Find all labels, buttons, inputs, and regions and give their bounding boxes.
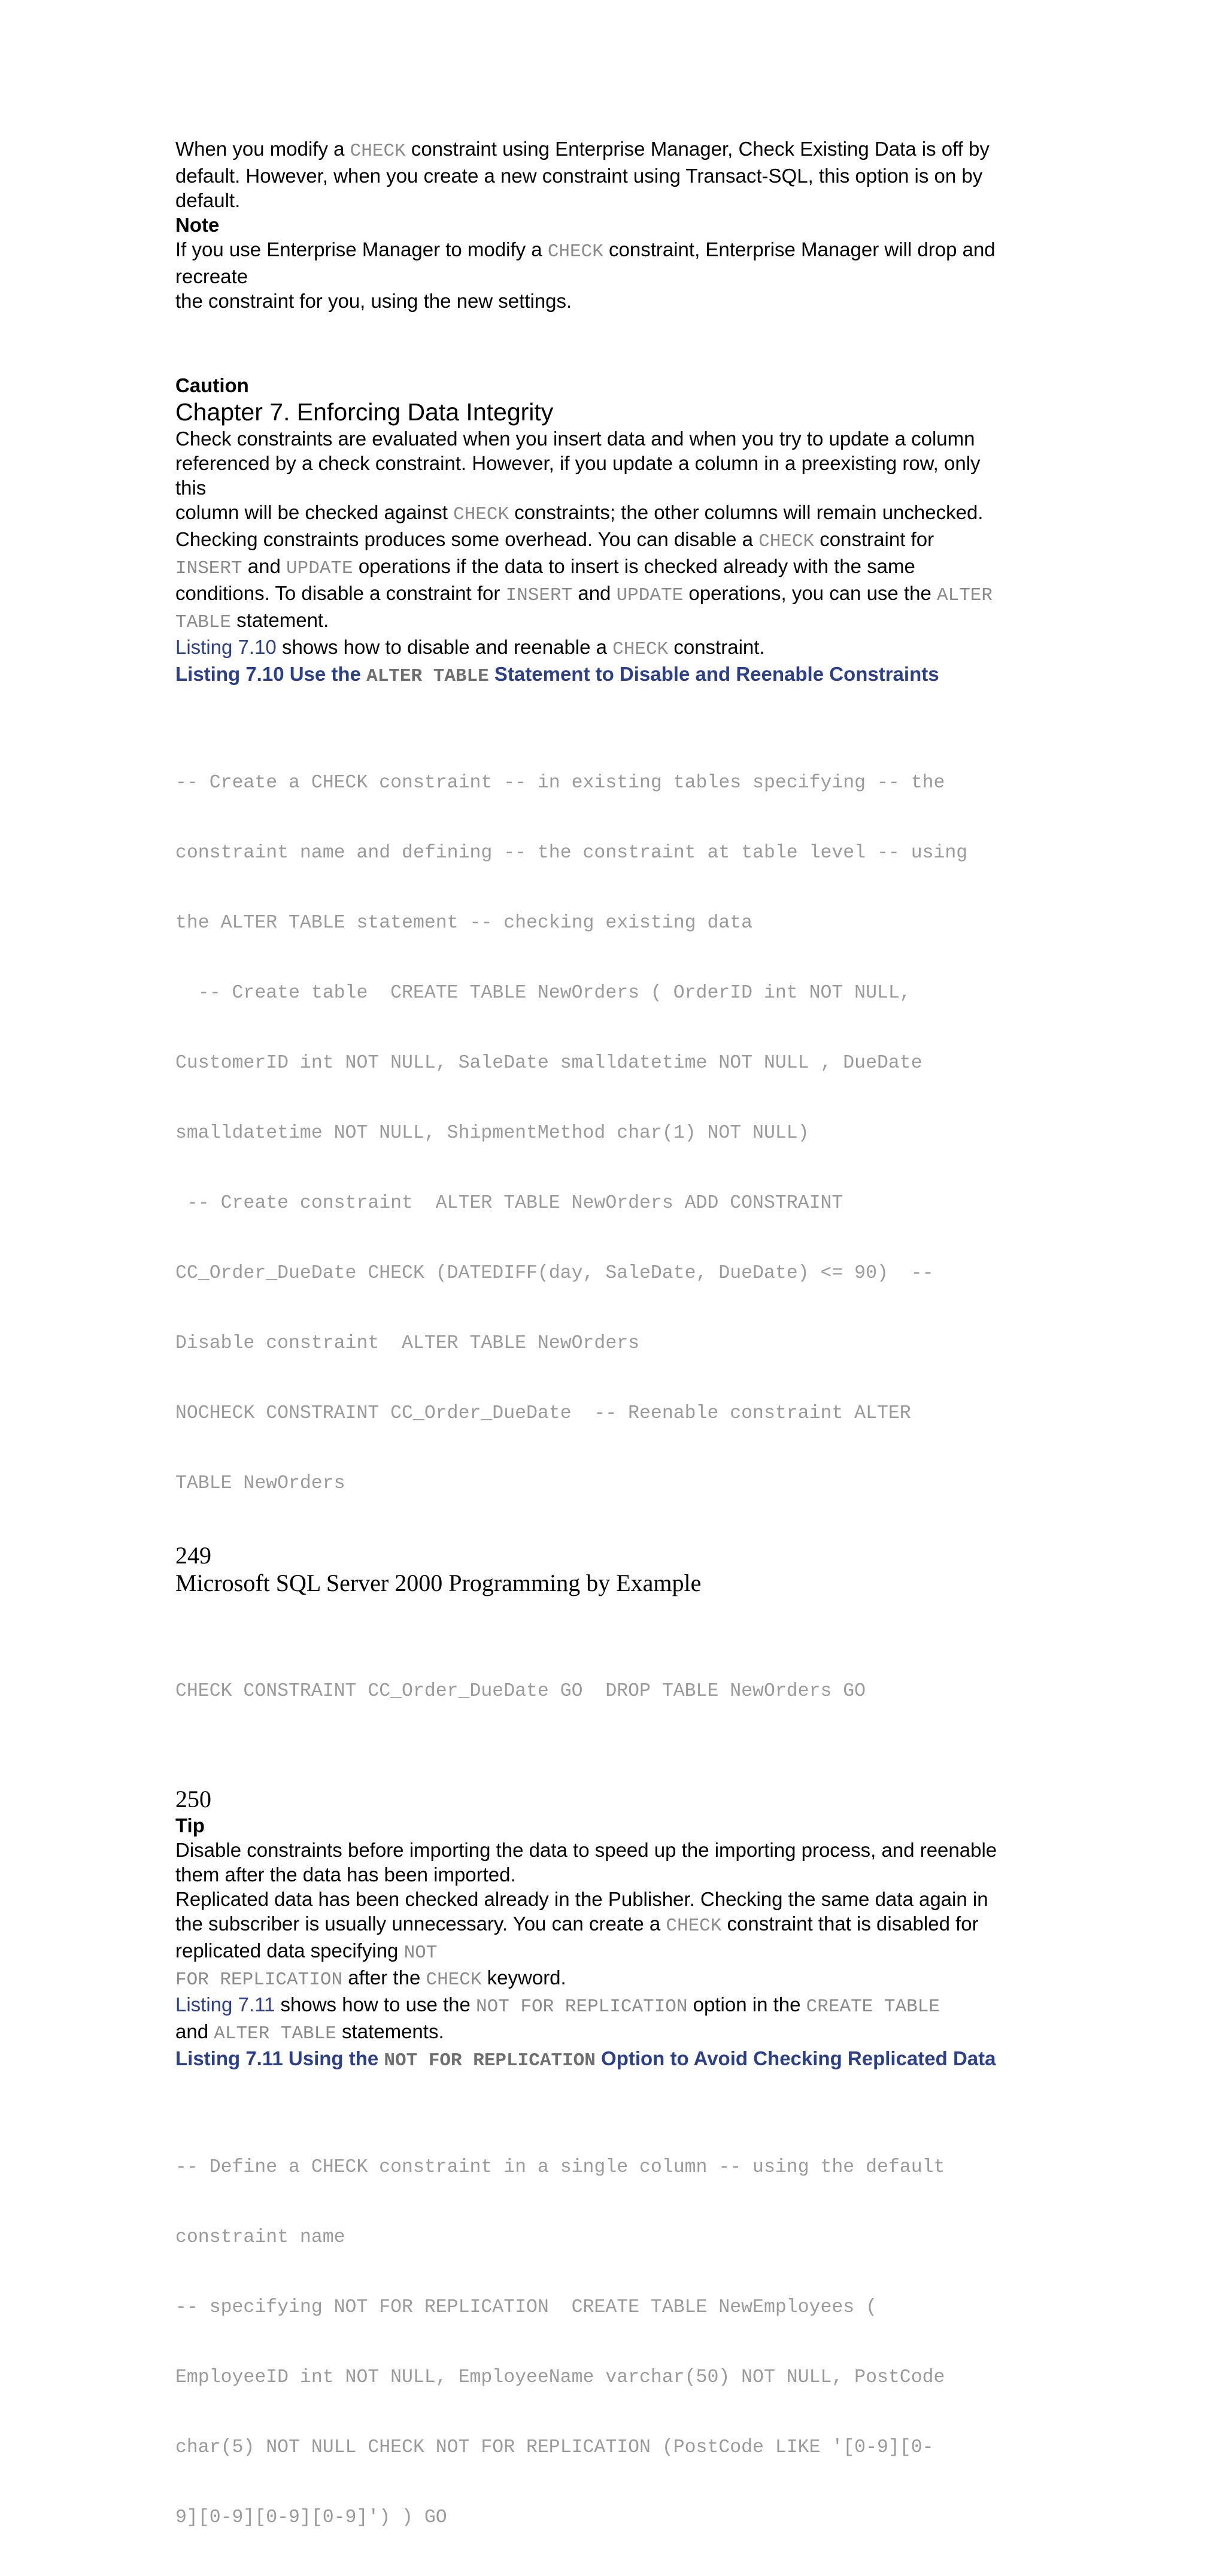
note-label: Note: [175, 214, 220, 236]
code-line: Disable constraint ALTER TABLE NewOrders: [175, 1333, 640, 1354]
code-line: smalldatetime NOT NULL, ShipmentMethod char(1) NOT NULL): [175, 1123, 809, 1144]
page-number: 249: [175, 1542, 211, 1569]
code-line: -- Create a CHECK constraint -- in existing tables specifying -- the: [175, 772, 945, 793]
code-line: -- Define a CHECK constraint in a single column -- using the default: [175, 2157, 945, 2178]
code-line: 9][0-9][0-9][0-9]') ) GO: [175, 2507, 447, 2528]
listing-7-11-code: [175, 2109, 1073, 2576]
listing-7-10-link[interactable]: Listing 7.10: [175, 636, 277, 658]
code-line: -- Create constraint ALTER TABLE NewOrders ADD CONSTRAINT: [175, 1193, 843, 1214]
code-line: CC_Order_DueDate CHECK (DATEDIFF(day, SaleDate, DueDate) <= 90) --: [175, 1263, 934, 1284]
page-number-2: 250: [175, 1786, 211, 1813]
code-line: EmployeeID int NOT NULL, EmployeeName varchar(50) NOT NULL, PostCode: [175, 2367, 945, 2388]
code-line: NOCHECK CONSTRAINT CC_Order_DueDate -- Reenable constraint ALTER: [175, 1403, 911, 1424]
code-line: char(5) NOT NULL CHECK NOT FOR REPLICATION (PostCode LIKE '[0-9][0-: [175, 2437, 934, 2458]
note-text: If you use Enterprise Manager to modify a CHECK constraint, Enterprise Manager will drop and recreate the constraint for you, using the new settings.: [175, 238, 996, 312]
code-line: -- specifying NOT FOR REPLICATION CREATE TABLE NewEmployees (: [175, 2297, 877, 2318]
code-line: -- Create table CREATE TABLE NewOrders ( OrderID int NOT NULL,: [175, 983, 911, 1004]
tip-text: Disable constraints before importing the data to speed up the importing process, and reenable them after the data has been imported. Replicated data has been checked already in the Publisher. Checking the same data again in the subscriber is usually unnecessary. You can create a CHECK constraint that is disabled for replicated data specifying NOT FOR REPLICATION after the CHECK keyword. Listing 7.11 shows how to use the NOT FOR REPLICATION option in the CREATE TABLE and ALTER TABLE statements.: [175, 1839, 997, 2044]
listing-7-10-code: [175, 725, 1073, 1542]
intro-paragraph: When you modify a CHECK constraint using Enterprise Manager, Check Existing Data is off by default. However, when you create a new constraint using Transact-SQL, this option is on by default.: [175, 138, 990, 211]
body-paragraph: Check constraints are evaluated when you insert data and when you try to update a column referenced by a check constraint. However, if you update a column in a preexisting row, only this column will be checked against CHECK constraints; the other columns will remain unchecked. Checking constraints produces some overhead. You can disable a CHECK constraint for INSERT and UPDATE operations if the data to insert is checked already with the same conditions. To disable a constraint for INSERT and UPDATE operations, you can use the ALTER TABLE statement.: [175, 428, 993, 633]
code-line: CustomerID int NOT NULL, SaleDate smalldatetime NOT NULL , DueDate: [175, 1053, 922, 1074]
listing-7-11-link[interactable]: Listing 7.11: [175, 1993, 275, 2016]
code-line: the ALTER TABLE statement -- checking existing data: [175, 913, 753, 934]
code-line: TABLE NewOrders: [175, 1473, 345, 1494]
listing-reference: Listing 7.10 shows how to disable and reenable a CHECK constraint.: [175, 636, 765, 660]
listing-7-11-heading: Listing 7.11 Using the NOT FOR REPLICATION Option to Avoid Checking Replicated Data: [175, 2047, 996, 2071]
caution-label: Caution: [175, 374, 249, 396]
code-line: constraint name and defining -- the constraint at table level -- using: [175, 842, 968, 863]
listing-7-10-code-continued: [175, 1633, 1073, 1750]
code-line: constraint name: [175, 2227, 345, 2248]
listing-7-10-heading: Listing 7.10 Use the ALTER TABLE Statement to Disable and Reenable Constraints: [175, 663, 939, 687]
code-line: CHECK CONSTRAINT CC_Order_DueDate GO DROP TABLE NewOrders GO: [175, 1681, 866, 1702]
tip-label: Tip: [175, 1814, 205, 1836]
chapter-heading: Chapter 7. Enforcing Data Integrity: [175, 398, 554, 426]
document-page: [175, 137, 1073, 2576]
book-title: Microsoft SQL Server 2000 Programming by Example: [175, 1569, 702, 1596]
